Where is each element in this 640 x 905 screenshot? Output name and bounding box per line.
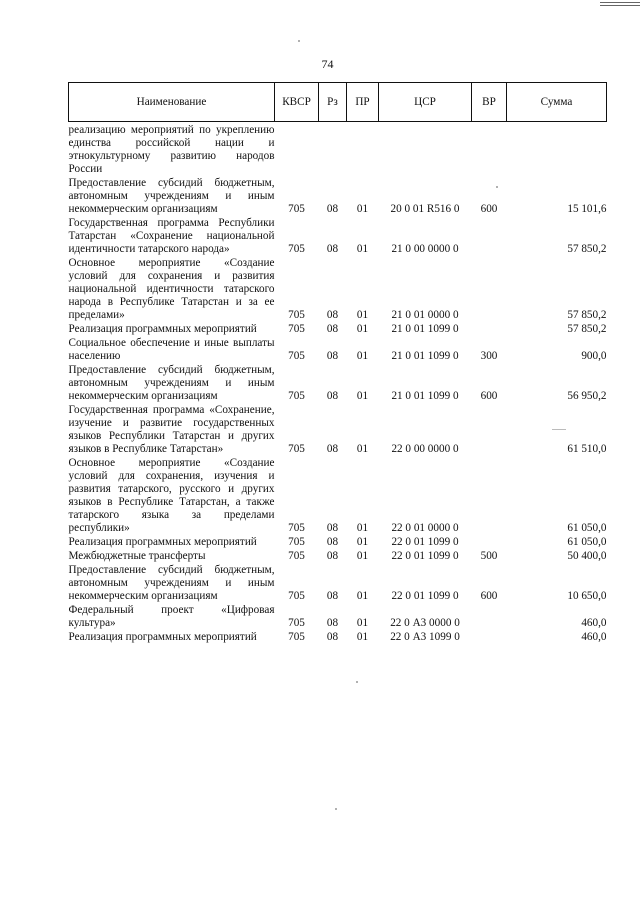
cell-kvsr: 705	[288, 203, 305, 215]
cell-rz: 08	[326, 590, 339, 602]
cell-name: Государственная программа Республики Татарстан «Сохранение национальной идентичности татарского народа»	[68, 217, 275, 255]
cell-pr: 01	[356, 631, 369, 643]
header-name: Наименование	[69, 83, 275, 122]
cell-name: Социальное обеспечение и иные выплаты населению	[68, 337, 275, 362]
table-row	[69, 177, 607, 217]
cell-csr: 21 0 00 0000 0	[391, 243, 459, 255]
cell-vr: 300	[480, 350, 498, 362]
cell-kvsr: 705	[288, 390, 305, 402]
scan-dot	[496, 186, 498, 188]
table-row	[69, 550, 607, 564]
header-vr: ВР	[472, 83, 507, 122]
cell-name: Государственная программа «Сохранение, изучение и развитие государственных языков Республики Татарстан и других языков в Республике Татарстан»	[68, 404, 275, 455]
cell-sum: 56 950,2	[567, 390, 607, 402]
cell-pr: 01	[356, 243, 369, 255]
cell-name: Федеральный проект «Цифровая культура»	[68, 604, 275, 629]
cell-name: Предоставление субсидий бюджетным, автономным учреждениям и иным некоммерческим организациям	[68, 177, 275, 215]
header-rz: Рз	[319, 83, 347, 122]
cell-pr: 01	[356, 203, 369, 215]
cell-csr: 21 0 01 1099 0	[391, 350, 459, 362]
cell-pr: 01	[356, 390, 369, 402]
header-sum: Сумма	[507, 83, 607, 122]
table-row	[69, 404, 607, 457]
cell-sum: 460,0	[581, 617, 607, 629]
cell-kvsr: 705	[288, 323, 305, 335]
cell-kvsr	[275, 122, 319, 178]
table-row	[69, 604, 607, 631]
cell-pr: 01	[356, 350, 369, 362]
table-row	[69, 364, 607, 404]
scan-dot	[356, 681, 358, 683]
cell-rz: 08	[326, 631, 339, 643]
scan-line	[552, 429, 566, 430]
table-row	[69, 122, 607, 178]
cell-rz: 08	[326, 536, 339, 548]
cell-csr: 22 0 01 1099 0	[391, 536, 459, 548]
table-row	[69, 457, 607, 536]
cell-kvsr: 705	[288, 617, 305, 629]
cell-sum: 57 850,2	[567, 309, 607, 321]
cell-kvsr: 705	[288, 536, 305, 548]
cell-name: Основное мероприятие «Создание условий для сохранения и развития национальной идентичности татарского народа в Республике Татарстан и за ее пределами»	[68, 257, 275, 321]
cell-rz: 08	[326, 323, 339, 335]
cell-csr: 22 0 А3 0000 0	[390, 617, 460, 629]
cell-csr: 21 0 01 1099 0	[391, 390, 459, 402]
cell-pr: 01	[356, 617, 369, 629]
scan-dot	[298, 40, 300, 42]
header-pr: ПР	[347, 83, 379, 122]
cell-sum: 61 050,0	[567, 536, 607, 548]
cell-kvsr: 705	[288, 590, 305, 602]
cell-csr: 20 0 01 R516 0	[390, 203, 460, 215]
cell-vr	[472, 457, 507, 536]
cell-pr: 01	[356, 522, 369, 534]
cell-csr: 21 0 01 0000 0	[391, 309, 459, 321]
cell-csr: 22 0 01 0000 0	[391, 522, 459, 534]
cell-rz: 08	[326, 243, 339, 255]
cell-vr	[472, 631, 507, 645]
cell-vr: 600	[480, 590, 498, 602]
cell-kvsr: 705	[288, 309, 305, 321]
cell-vr: 600	[480, 390, 498, 402]
cell-kvsr: 705	[288, 550, 305, 562]
cell-csr	[379, 122, 472, 178]
cell-pr	[347, 122, 379, 178]
cell-vr	[472, 404, 507, 457]
table-row	[69, 337, 607, 364]
cell-sum: 61 050,0	[567, 522, 607, 534]
header-csr: ЦСР	[379, 83, 472, 122]
cell-name: Основное мероприятие «Создание условий для сохранения, изучения и развития татарского, русского и других языков в Республике Татарстан, а также татарского языка за пределами республики»	[68, 457, 275, 534]
table-row	[69, 323, 607, 337]
cell-vr	[472, 122, 507, 178]
budget-table	[68, 82, 607, 645]
cell-pr: 01	[356, 309, 369, 321]
table-row	[69, 217, 607, 257]
cell-pr: 01	[356, 443, 369, 455]
cell-sum: 10 650,0	[567, 590, 607, 602]
cell-vr	[472, 323, 507, 337]
cell-csr: 22 0 01 1099 0	[391, 550, 459, 562]
table-row	[69, 564, 607, 604]
cell-pr: 01	[356, 323, 369, 335]
cell-csr: 22 0 А3 1099 0	[390, 631, 460, 643]
cell-rz: 08	[326, 350, 339, 362]
cell-kvsr: 705	[288, 350, 305, 362]
cell-name: Предоставление субсидий бюджетным, автономным учреждениям и иным некоммерческим организациям	[68, 564, 275, 602]
cell-rz: 08	[326, 203, 339, 215]
header-row	[69, 83, 607, 122]
cell-pr: 01	[356, 550, 369, 562]
cell-sum	[507, 122, 607, 178]
cell-name: Реализация программных мероприятий	[68, 536, 257, 548]
cell-pr: 01	[356, 590, 369, 602]
cell-name: реализацию мероприятий по укреплению единства российской нации и этнокультурному развитию народов России	[68, 124, 275, 175]
cell-csr: 22 0 01 1099 0	[391, 590, 459, 602]
table-row	[69, 631, 607, 645]
cell-rz: 08	[326, 550, 339, 562]
table-row	[69, 257, 607, 323]
cell-sum: 50 400,0	[567, 550, 607, 562]
cell-vr	[472, 604, 507, 631]
cell-vr	[472, 536, 507, 550]
cell-kvsr: 705	[288, 522, 305, 534]
cell-csr: 21 0 01 1099 0	[391, 323, 459, 335]
cell-name: Межбюджетные трансферты	[68, 550, 206, 562]
cell-rz: 08	[326, 390, 339, 402]
cell-name: Реализация программных мероприятий	[68, 631, 257, 643]
cell-vr: 500	[480, 550, 498, 562]
cell-sum: 15 101,6	[567, 203, 607, 215]
table-header	[69, 83, 607, 122]
table-row	[69, 536, 607, 550]
cell-kvsr: 705	[288, 631, 305, 643]
cell-kvsr: 705	[288, 243, 305, 255]
cell-rz: 08	[326, 617, 339, 629]
cell-pr: 01	[356, 536, 369, 548]
cell-rz	[319, 122, 347, 178]
cell-sum: 460,0	[581, 631, 607, 643]
page-number: 74	[321, 57, 334, 71]
cell-vr: 600	[480, 203, 498, 215]
cell-sum: 57 850,2	[567, 323, 607, 335]
cell-sum: 900,0	[581, 350, 607, 362]
header-kvsr: КВСР	[275, 83, 319, 122]
table-body	[69, 122, 607, 646]
cell-kvsr: 705	[288, 443, 305, 455]
cell-sum: 57 850,2	[567, 243, 607, 255]
cell-rz: 08	[326, 309, 339, 321]
scan-corner-mark	[600, 0, 640, 8]
cell-rz: 08	[326, 522, 339, 534]
cell-vr	[472, 217, 507, 257]
cell-name: Предоставление субсидий бюджетным, автономным учреждениям и иным некоммерческим организациям	[68, 364, 275, 402]
cell-vr	[472, 257, 507, 323]
cell-name: Реализация программных мероприятий	[68, 323, 257, 335]
cell-sum: 61 510,0	[567, 443, 607, 455]
cell-rz: 08	[326, 443, 339, 455]
cell-csr: 22 0 00 0000 0	[391, 443, 459, 455]
scan-dot	[335, 808, 337, 810]
